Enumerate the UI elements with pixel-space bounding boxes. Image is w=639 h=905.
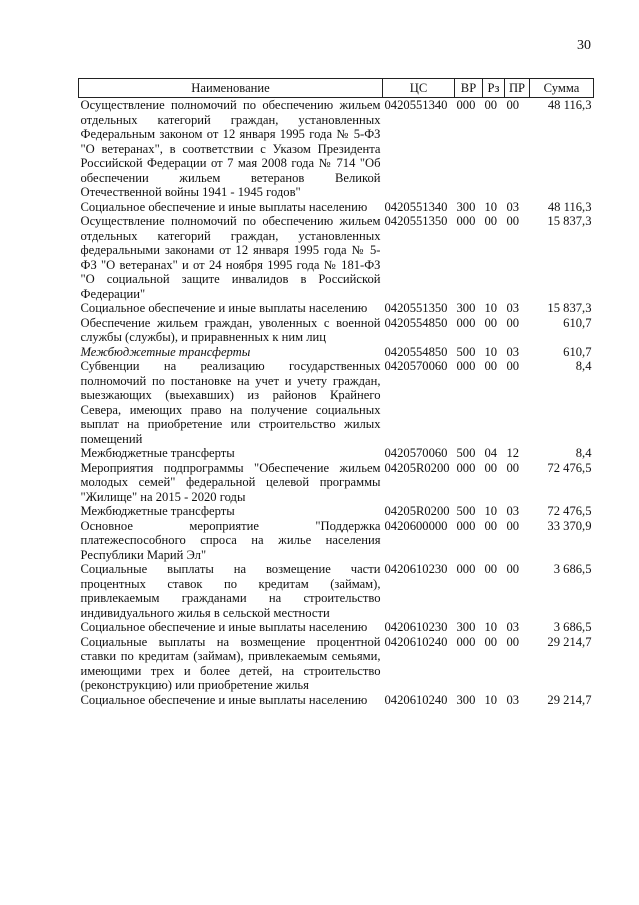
table-row (79, 562, 594, 620)
table-row (79, 200, 594, 215)
row-rz: 00 (484, 214, 498, 228)
row-rz: 00 (484, 315, 498, 330)
row-vr: 300 (456, 199, 476, 214)
table-row (79, 620, 594, 635)
row-pr: 12 (506, 446, 520, 460)
row-name: Межбюджетные трансферты (80, 344, 251, 359)
row-sum: 72 476,5 (547, 460, 592, 475)
row-sum: 610,7 (563, 344, 592, 359)
row-cs: 0420554850 (384, 344, 448, 359)
header-vr: ВР (455, 79, 483, 98)
row-sum: 29 214,7 (547, 634, 592, 649)
row-rz: 10 (484, 620, 498, 634)
row-rz: 00 (484, 518, 498, 533)
row-rz: 00 (484, 562, 498, 576)
row-vr: 000 (456, 214, 476, 228)
header-sum: Сумма (530, 79, 594, 98)
row-cs: 0420610230 (384, 620, 448, 634)
table-row (79, 635, 594, 693)
row-rz: 00 (484, 634, 498, 649)
row-cs: 0420554850 (384, 315, 448, 330)
row-vr: 500 (456, 504, 476, 518)
table-row (79, 345, 594, 360)
row-pr: 03 (506, 199, 520, 214)
row-name: Социальные выплаты на возмещение части процентных ставок по кредитам (займам), привлекаемым гражданами на строительство индивидуального жилья в сельской местности (80, 562, 381, 620)
row-sum: 8,4 (575, 446, 592, 460)
row-pr: 03 (506, 301, 520, 315)
row-pr: 03 (506, 344, 520, 359)
row-rz: 10 (484, 199, 498, 214)
table-row (79, 446, 594, 461)
row-pr: 00 (506, 98, 520, 112)
row-sum: 33 370,9 (547, 518, 592, 533)
row-sum: 8,4 (575, 359, 592, 373)
row-sum: 48 116,3 (547, 98, 592, 112)
row-sum: 3 686,5 (553, 562, 592, 576)
table-body (79, 98, 594, 708)
row-vr: 000 (456, 562, 476, 576)
header-cs: ЦС (383, 79, 455, 98)
row-cs: 0420570060 (384, 359, 448, 373)
table-row (79, 461, 594, 505)
row-pr: 00 (506, 562, 520, 576)
row-vr: 300 (456, 692, 476, 707)
row-sum: 610,7 (563, 315, 592, 330)
row-cs: 0420600000 (384, 518, 448, 533)
row-vr: 500 (456, 446, 476, 460)
row-sum: 15 837,3 (547, 301, 592, 315)
row-pr: 00 (506, 214, 520, 228)
row-sum: 29 214,7 (547, 692, 592, 707)
row-cs: 0420610230 (384, 562, 448, 576)
row-sum: 3 686,5 (553, 620, 592, 634)
page-number: 30 (577, 38, 591, 53)
row-name: Обеспечение жильем граждан, уволенных с военной службы (службы), и приравненных к ним лиц (80, 315, 381, 344)
row-rz: 10 (484, 692, 498, 707)
table-row (79, 301, 594, 316)
row-rz: 10 (484, 301, 498, 315)
row-name: Осуществление полномочий по обеспечению жильем отдельных категорий граждан, установленных Федеральным законом от 12 января 1995 года № 5-ФЗ "О ветеранах", в соответствии с Указом Президента Российской Федерации от 7 мая 2008 года № 714 "Об обеспечении жильем ветеранов Великой Отечественной войны 1941 - 1945 годов" (80, 98, 381, 199)
budget-table (78, 78, 594, 707)
table-row (79, 316, 594, 345)
row-name: Социальные выплаты на возмещение процентной ставки по кредитам (займам), привлекаемым семьями, имеющими трех и более детей, на строительство (реконструкцию) или приобретение жилья (80, 634, 381, 692)
header-name: Наименование (79, 79, 383, 98)
row-pr: 00 (506, 315, 520, 330)
header-pr: ПР (505, 79, 530, 98)
row-name: Субвенции на реализацию государственных полномочий по постановке на учет и учету граждан, выезжающих (выехавших) из районов Крайнего Севера, имеющих право на получение социальных выплат на приобретение или строительство жилых помещений (80, 359, 381, 446)
row-sum: 15 837,3 (547, 214, 592, 228)
row-vr: 000 (456, 634, 476, 649)
row-cs: 04205R0200 (384, 460, 450, 475)
table-row (79, 693, 594, 708)
row-pr: 00 (506, 460, 520, 475)
row-vr: 000 (456, 460, 476, 475)
row-cs: 0420570060 (384, 446, 448, 460)
row-rz: 00 (484, 98, 498, 112)
row-pr: 03 (506, 504, 520, 518)
table-header (79, 79, 594, 98)
row-sum: 72 476,5 (547, 504, 592, 518)
row-vr: 300 (456, 620, 476, 634)
row-name: Социальное обеспечение и иные выплаты населению (80, 199, 368, 214)
row-rz: 00 (484, 359, 498, 373)
row-pr: 00 (506, 634, 520, 649)
row-rz: 00 (484, 460, 498, 475)
row-name: Мероприятия подпрограммы "Обеспечение жильем молодых семей" федеральной целевой программы "Жилище" на 2015 - 2020 годы (80, 460, 381, 504)
row-pr: 03 (506, 620, 520, 634)
row-cs: 0420610240 (384, 692, 448, 707)
row-cs: 0420551340 (384, 98, 448, 112)
row-name: Межбюджетные трансферты (80, 446, 235, 460)
row-vr: 000 (456, 518, 476, 533)
row-pr: 00 (506, 518, 520, 533)
row-rz: 04 (484, 446, 498, 460)
table-row (79, 98, 594, 200)
row-name: Межбюджетные трансферты (80, 504, 235, 518)
table-row (79, 504, 594, 519)
row-name: Социальное обеспечение и иные выплаты населению (80, 301, 368, 315)
table-row (79, 214, 594, 301)
table-row (79, 519, 594, 563)
row-cs: 0420551350 (384, 301, 448, 315)
row-vr: 500 (456, 344, 476, 359)
row-vr: 000 (456, 98, 476, 112)
row-cs: 0420551340 (384, 199, 448, 214)
row-cs: 04205R0200 (384, 504, 450, 518)
row-rz: 10 (484, 504, 498, 518)
row-sum: 48 116,3 (547, 199, 592, 214)
row-name: Основное мероприятие "Поддержка платежеспособного спроса на жилье населения Республики Марий Эл" (80, 518, 381, 562)
row-vr: 000 (456, 359, 476, 373)
row-name: Социальное обеспечение и иные выплаты населению (80, 692, 368, 707)
row-name: Осуществление полномочий по обеспечению жильем отдельных категорий граждан, установленных федеральными законами от 12 января 1995 года № 5-ФЗ "О ветеранах" и от 24 ноября 1995 года № 181-ФЗ "О социальной защите инвалидов в Российской Федерации" (80, 214, 381, 301)
row-rz: 10 (484, 344, 498, 359)
row-vr: 000 (456, 315, 476, 330)
row-pr: 00 (506, 359, 520, 373)
table-row (79, 359, 594, 446)
row-pr: 03 (506, 692, 520, 707)
row-cs: 0420610240 (384, 634, 448, 649)
row-cs: 0420551350 (384, 214, 448, 228)
row-vr: 300 (456, 301, 476, 315)
row-name: Социальное обеспечение и иные выплаты населению (80, 620, 368, 634)
header-rz: Рз (483, 79, 505, 98)
